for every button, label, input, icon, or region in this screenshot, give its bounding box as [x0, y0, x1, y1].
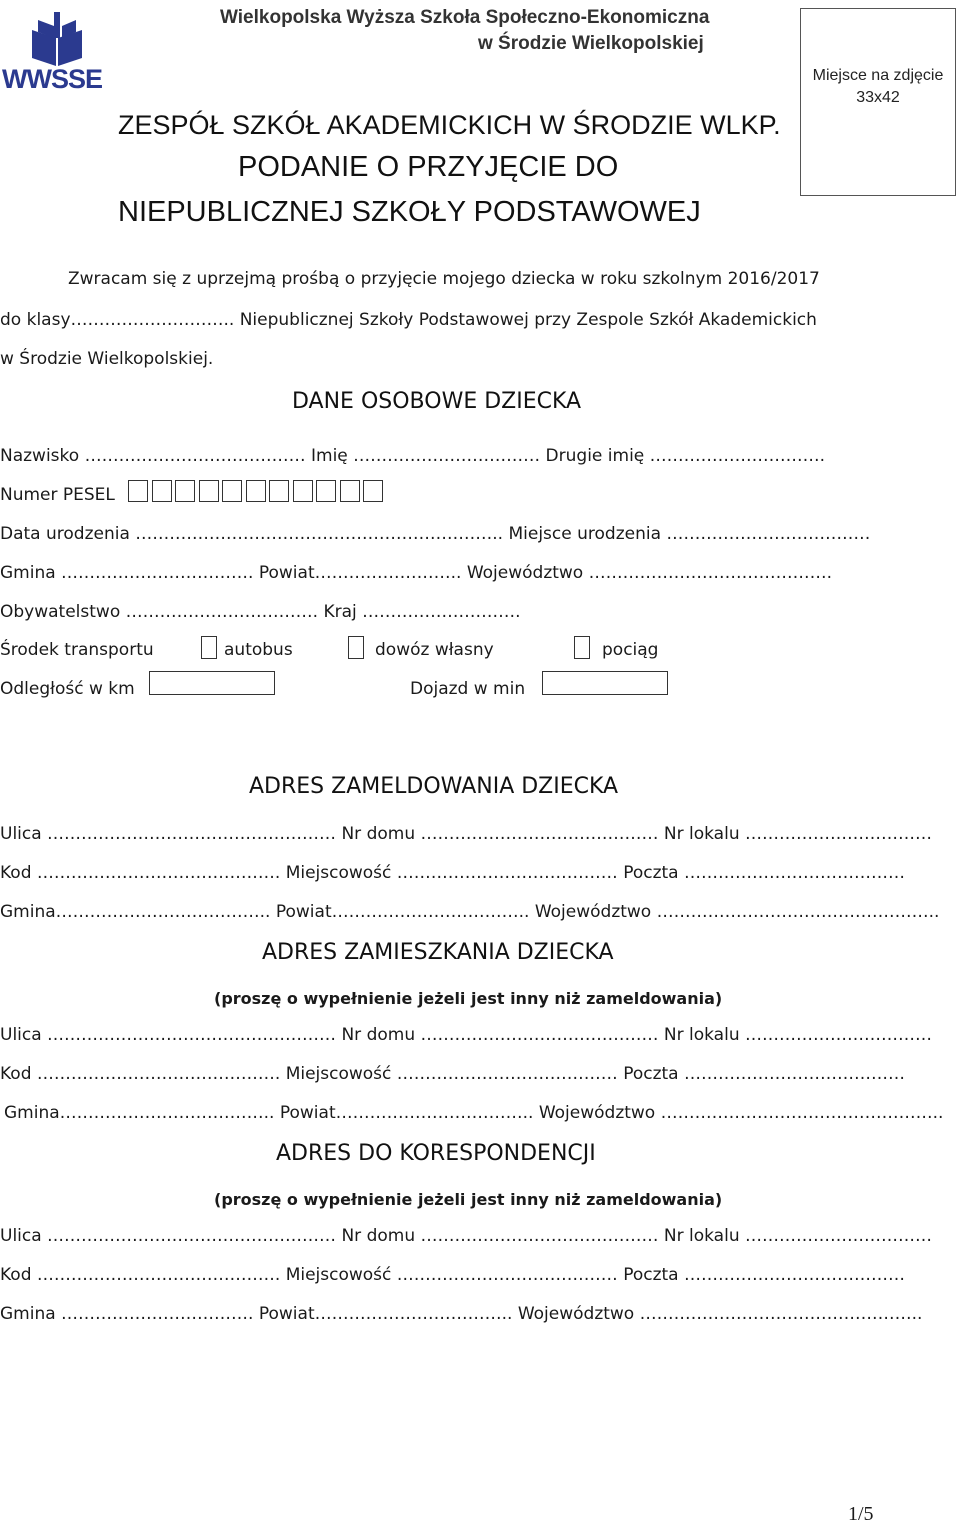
- registered-admin-line: Gmina……………………………….. Powiat…………………………….. Województwo …………………………………………..: [0, 902, 940, 922]
- names-line: Nazwisko ………………………………… Imię …………………………… Drugie imię ………………………….: [0, 446, 826, 466]
- school-location: w Środzie Wielkopolskiej: [478, 33, 704, 54]
- logo-text: WWSSE: [2, 64, 102, 94]
- residence-note: (proszę o wypełnienie jeżeli jest inny niż zameldowania): [214, 989, 723, 1008]
- pesel-digit-box[interactable]: [246, 480, 266, 502]
- transport-label: Środek transportu: [0, 640, 154, 660]
- citizenship-line: Obywatelstwo ……………………………. Kraj ……………………….: [0, 602, 521, 622]
- photo-placeholder: [800, 8, 956, 196]
- travel-time-field[interactable]: [542, 671, 668, 695]
- pesel-digit-box[interactable]: [128, 480, 148, 502]
- residence-postal-line: Kod ……………………………………. Miejscowość ………………………………… Poczta …………………………………: [0, 1064, 906, 1084]
- pesel-label: Numer PESEL: [0, 485, 115, 505]
- correspondence-street-line: Ulica …………………………………………… Nr domu …………………………………… Nr lokalu ……………………………: [0, 1226, 933, 1246]
- intro-line-3: w Środzie Wielkopolskiej.: [0, 349, 214, 369]
- correspondence-admin-line: Gmina ……………………………. Powiat…………………………….. Województwo …………………………………………..: [0, 1304, 923, 1324]
- pesel-digit-box[interactable]: [222, 480, 242, 502]
- personal-heading: DANE OSOBOWE DZIECKA: [292, 389, 582, 414]
- pesel-digit-box[interactable]: [199, 480, 219, 502]
- admin-line: Gmina ……………………………. Powiat…………………….. Województwo …………………………………….: [0, 563, 833, 583]
- page-number: 1/5: [848, 1503, 874, 1525]
- bus-label: autobus: [224, 640, 293, 660]
- pesel-digit-box[interactable]: [269, 480, 289, 502]
- registered-street-line: Ulica …………………………………………… Nr domu …………………………………… Nr lokalu ……………………………: [0, 824, 933, 844]
- travel-time-label: Dojazd w min: [410, 679, 526, 699]
- intro-line-1: Zwracam się z uprzejmą prośbą o przyjęcie mojego dziecka w roku szkolnym 2016/2017: [68, 269, 820, 289]
- residence-street-line: Ulica …………………………………………… Nr domu …………………………………… Nr lokalu ……………………………: [0, 1025, 933, 1045]
- pesel-digit-box[interactable]: [363, 480, 383, 502]
- pesel-digit-box[interactable]: [340, 480, 360, 502]
- distance-field[interactable]: [149, 671, 275, 695]
- pesel-digit-box[interactable]: [175, 480, 195, 502]
- pesel-boxes[interactable]: [128, 480, 387, 502]
- title-line-3: NIEPUBLICZNEJ SZKOŁY PODSTAWOWEJ: [118, 196, 701, 228]
- pesel-digit-box[interactable]: [293, 480, 313, 502]
- correspondence-heading: ADRES DO KORESPONDENCJI: [276, 1141, 596, 1166]
- pesel-digit-box[interactable]: [152, 480, 172, 502]
- registered-heading: ADRES ZAMELDOWANIA DZIECKA: [249, 774, 619, 799]
- intro-line-2: do klasy……………………….. Niepublicznej Szkoły Podstawowej przy Zespole Szkół Akademickich: [0, 310, 817, 330]
- train-checkbox[interactable]: [574, 636, 590, 659]
- title-line-2: PODANIE O PRZYJĘCIE DO: [238, 151, 619, 183]
- photo-placeholder-text: Miejsce na zdjęcie 33x42: [812, 67, 944, 106]
- bus-checkbox[interactable]: [201, 636, 217, 659]
- correspondence-note: (proszę o wypełnienie jeżeli jest inny niż zameldowania): [214, 1190, 723, 1209]
- title-line-1: ZESPÓŁ SZKÓŁ AKADEMICKICH W ŚRODZIE WLKP.: [118, 110, 781, 140]
- train-label: pociąg: [602, 640, 659, 660]
- residence-heading: ADRES ZAMIESZKANIA DZIECKA: [262, 940, 614, 965]
- distance-label: Odległość w km: [0, 679, 135, 699]
- registered-postal-line: Kod ……………………………………. Miejscowość ………………………………… Poczta …………………………………: [0, 863, 906, 883]
- school-name: Wielkopolska Wyższa Szkoła Społeczno-Ekonomiczna: [220, 7, 710, 28]
- residence-admin-line: Gmina……………………………….. Powiat…………………………….. Województwo …………………………………………..: [4, 1103, 944, 1123]
- pesel-digit-box[interactable]: [316, 480, 336, 502]
- birth-line: Data urodzenia ……………………………………………………….. Miejsce urodzenia ………………………………: [0, 524, 871, 544]
- correspondence-postal-line: Kod ……………………………………. Miejscowość ………………………………… Poczta …………………………………: [0, 1265, 906, 1285]
- own-transport-label: dowóz własny: [375, 640, 494, 660]
- own-transport-checkbox[interactable]: [348, 636, 364, 659]
